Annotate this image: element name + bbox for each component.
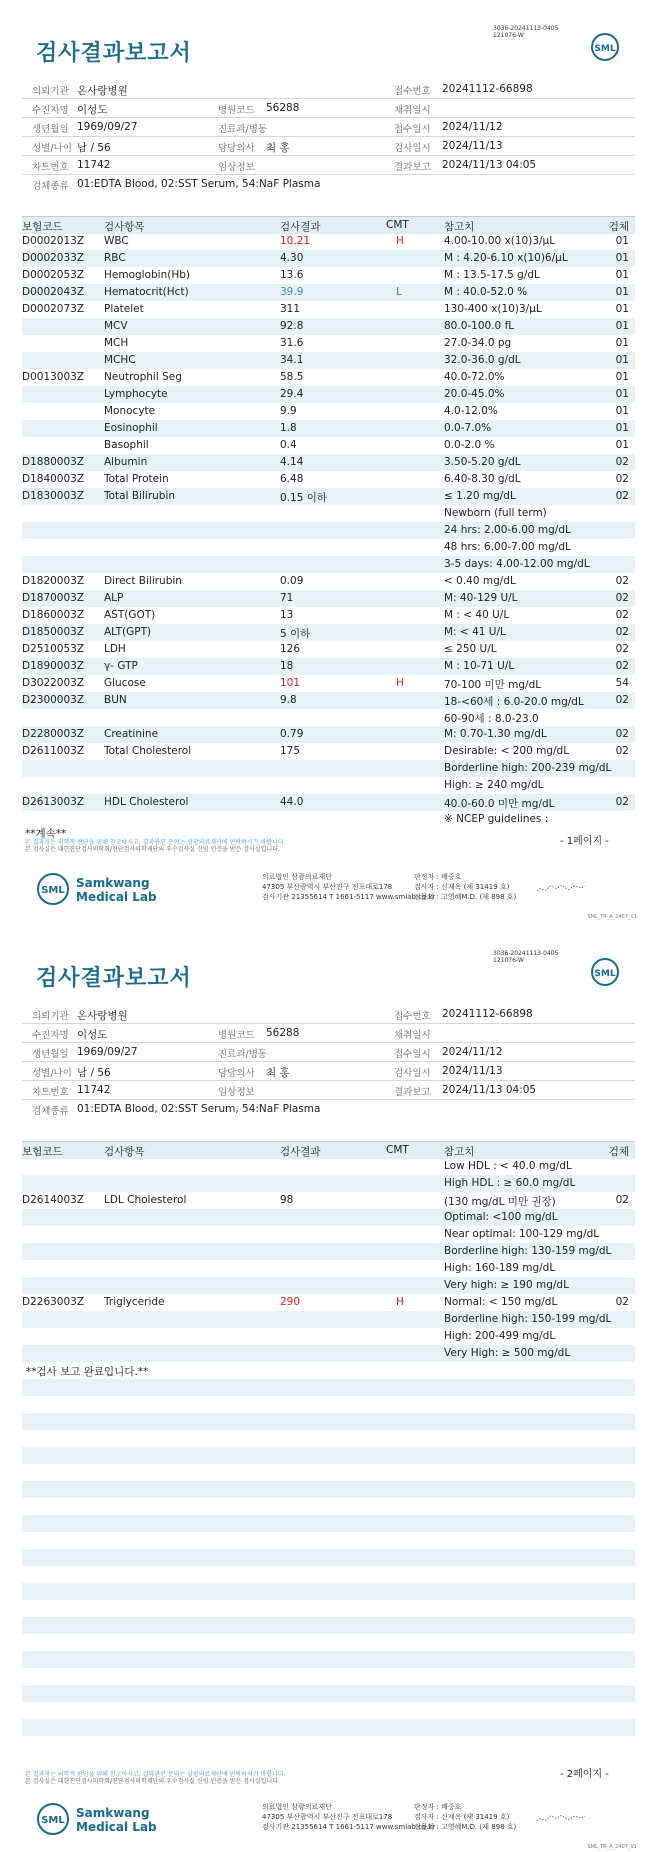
test-result: 175 xyxy=(280,745,301,757)
reference-range: M : 13.5-17.5 g/dL xyxy=(444,269,540,281)
table-row xyxy=(22,590,635,607)
insurance-code: D1850003Z xyxy=(22,626,85,638)
empty-row xyxy=(22,1583,635,1600)
table-row xyxy=(22,539,635,556)
table-row xyxy=(22,624,635,641)
specimen-code: 01 xyxy=(615,252,629,264)
empty-row xyxy=(22,1600,635,1617)
results-table-header: 보험코드 검사항목 검사결과 CMT 참고치 검체 xyxy=(22,1141,635,1159)
hospital-code: 56288 xyxy=(266,1027,300,1039)
test-name: Triglyceride xyxy=(104,1296,165,1308)
reference-range: Borderline high: 130-159 mg/dL xyxy=(444,1245,612,1257)
document-number: 3036-20241113-0405 121076-W xyxy=(493,25,559,39)
report-page-1 xyxy=(0,0,655,925)
test-name: LDH xyxy=(104,643,126,655)
report-date: 2024/11/13 04:05 xyxy=(442,1084,537,1096)
table-row xyxy=(22,318,635,335)
reference-range: M: 40-129 U/L xyxy=(444,592,518,604)
empty-row xyxy=(22,1651,635,1668)
reference-range: 27.0-34.0 pg xyxy=(444,337,512,349)
reference-range: High: 160-189 mg/dL xyxy=(444,1262,556,1274)
empty-row xyxy=(22,1719,635,1736)
insurance-code: D1830003Z xyxy=(22,490,85,502)
report-complete-note: **검사 보고 완료입니다.** xyxy=(26,1366,149,1378)
receipt-date: 2024/11/12 xyxy=(442,121,503,133)
table-row xyxy=(22,488,635,505)
sml-logo-icon xyxy=(590,957,620,987)
table-row xyxy=(22,726,635,743)
test-result: 0.79 xyxy=(280,728,304,740)
results-table-body xyxy=(22,233,635,828)
reference-range: M: < 41 U/L xyxy=(444,626,506,638)
test-result: 290 xyxy=(280,1296,301,1308)
table-row xyxy=(22,335,635,352)
insurance-code: D1840003Z xyxy=(22,473,85,485)
table-row xyxy=(22,573,635,590)
hospital-name: 온사랑병원 xyxy=(77,85,128,97)
specimen-code: 01 xyxy=(615,235,629,247)
specimen-code: 01 xyxy=(615,337,629,349)
reference-range: 130-400 x(10)3/μL xyxy=(444,303,542,315)
reference-range: Desirable: < 200 mg/dL xyxy=(444,745,570,757)
test-date: 2024/11/13 xyxy=(442,1065,503,1077)
empty-row xyxy=(22,1464,635,1481)
reference-range: M : 40.0-52.0 % xyxy=(444,286,528,298)
footer-address: 의료법인 삼광의료재단 47305 부산광역시 부산진구 전포대로178 검사기관 21355614 T 1661-5117 www.smlab.co.kr xyxy=(262,1803,436,1831)
birth-date: 1969/09/27 xyxy=(77,1046,138,1058)
table-row xyxy=(22,760,635,777)
test-name: RBC xyxy=(104,252,126,264)
insurance-code: D1880003Z xyxy=(22,456,85,468)
sml-logo-icon xyxy=(36,1802,70,1836)
report-footer xyxy=(0,1792,655,1852)
table-row xyxy=(22,454,635,471)
reference-range: 24 hrs: 2.00-6.00 mg/dL xyxy=(444,524,571,536)
table-row xyxy=(22,284,635,301)
test-result: 34.1 xyxy=(280,354,304,366)
test-result: 71 xyxy=(280,592,294,604)
test-name: BUN xyxy=(104,694,127,706)
reference-range: High: ≥ 240 mg/dL xyxy=(444,779,544,791)
empty-row xyxy=(22,1413,635,1430)
test-result: 58.5 xyxy=(280,371,304,383)
table-row xyxy=(22,250,635,267)
insurance-code: D0002033Z xyxy=(22,252,85,264)
report-date: 2024/11/13 04:05 xyxy=(442,159,537,171)
insurance-code: D2300003Z xyxy=(22,694,85,706)
table-row xyxy=(22,1192,635,1209)
birth-date: 1969/09/27 xyxy=(77,121,138,133)
brand-name: Samkwang Medical Lab xyxy=(76,876,157,904)
result-flag: L xyxy=(396,286,402,298)
reference-range: 18-<60세 : 6.0-20.0 mg/dL xyxy=(444,696,584,708)
test-name: ALP xyxy=(104,592,124,604)
reference-range: High HDL : ≥ 60.0 mg/dL xyxy=(444,1177,576,1189)
reference-range: 6.40-8.30 g/dL xyxy=(444,473,521,485)
reference-range: 20.0-45.0% xyxy=(444,388,505,400)
insurance-code: D0002073Z xyxy=(22,303,85,315)
empty-row xyxy=(22,1549,635,1566)
empty-row xyxy=(22,1515,635,1532)
empty-row xyxy=(22,1430,635,1447)
insurance-code: D0013003Z xyxy=(22,371,85,383)
test-result: 18 xyxy=(280,660,294,672)
test-name: LDL Cholesterol xyxy=(104,1194,187,1206)
test-result: 4.14 xyxy=(280,456,304,468)
svg-text:SML: SML xyxy=(594,969,616,979)
page-number: - 1페이지 - xyxy=(560,836,609,847)
doctor-name: 최 홍 xyxy=(266,1067,290,1079)
table-row xyxy=(22,1175,635,1192)
empty-row xyxy=(22,1566,635,1583)
table-row xyxy=(22,743,635,760)
test-result: 4.30 xyxy=(280,252,304,264)
specimen-code: 02 xyxy=(615,643,629,655)
test-name: Neutrophil Seg xyxy=(104,371,182,383)
reference-range: M : 4.20-6.10 x(10)6/μL xyxy=(444,252,568,264)
test-date: 2024/11/13 xyxy=(442,140,503,152)
test-name: Creatinine xyxy=(104,728,159,740)
specimen-code: 01 xyxy=(615,371,629,383)
receipt-number: 20241112-66898 xyxy=(442,1008,533,1020)
reference-range: 80.0-100.0 fL xyxy=(444,320,515,332)
page-number: - 2페이지 - xyxy=(560,1769,609,1780)
empty-row xyxy=(22,1634,635,1651)
table-row xyxy=(22,1243,635,1260)
specimen-code: 02 xyxy=(615,490,629,502)
empty-row xyxy=(22,1702,635,1719)
specimen-code: 02 xyxy=(615,592,629,604)
continued-note: **계속** xyxy=(25,828,67,840)
specimen-code: 02 xyxy=(615,728,629,740)
test-result: 13 xyxy=(280,609,294,621)
insurance-code: D1820003Z xyxy=(22,575,85,587)
report-page-2 xyxy=(0,925,655,1850)
table-row xyxy=(22,1345,635,1362)
reference-range: M : < 40 U/L xyxy=(444,609,510,621)
empty-row xyxy=(22,1736,635,1753)
sex-age: 남 / 56 xyxy=(77,1067,111,1079)
reference-range: 4.00-10.00 x(10)3/μL xyxy=(444,235,556,247)
table-row xyxy=(22,1311,635,1328)
table-row xyxy=(22,369,635,386)
footer-signatures: 판정자 : 배중호 검사자 : 신재옥 (제 31419 호) 전문의 : 고영혜M.D. (제 898 호) xyxy=(414,1803,517,1831)
table-row xyxy=(22,607,635,624)
reference-range: 70-100 미만 mg/dL xyxy=(444,679,542,691)
test-result: 5 이하 xyxy=(280,628,311,640)
reference-range: Normal: < 150 mg/dL xyxy=(444,1296,558,1308)
result-flag: H xyxy=(396,235,404,247)
form-code: SML_TR_A_2407_V1 xyxy=(587,914,637,920)
footer-signatures: 판정자 : 배중호 검사자 : 신재옥 (제 31419 호) 전문의 : 고영혜M.D. (제 898 호) xyxy=(414,873,517,901)
test-result: 44.0 xyxy=(280,796,304,808)
report-footer xyxy=(0,862,655,922)
reference-range: Borderline high: 200-239 mg/dL xyxy=(444,762,612,774)
table-row xyxy=(22,692,635,709)
table-row xyxy=(22,403,635,420)
results-table-header: 보험코드 검사항목 검사결과 CMT 참고치 검체 xyxy=(22,216,635,234)
receipt-number: 20241112-66898 xyxy=(442,83,533,95)
test-result: 92.8 xyxy=(280,320,304,332)
empty-row xyxy=(22,1362,635,1379)
table-row xyxy=(22,505,635,522)
specimen-code: 02 xyxy=(615,575,629,587)
patient-info-block: 의뢰기관 온사랑병원 접수번호 20241112-66898 수진자명 이성도 병원코드 56288 채취일시 생년월일 1969/09/27 진료과/병동 접수일시 2024/11/12 성별/나이 남 / 56 담당의사 최 홍 검사일시 2024/11/13 차트번호 11742 임상정보 결과보고 2024/11/13 04:05 검체종류 01:EDTA Blood, 02:SST Serum, 54:NaF Plasma xyxy=(22,80,635,193)
table-row xyxy=(22,1277,635,1294)
table-row xyxy=(22,556,635,573)
empty-row xyxy=(22,1617,635,1634)
test-result: 29.4 xyxy=(280,388,304,400)
reference-range: M: 0.70-1.30 mg/dL xyxy=(444,728,547,740)
test-result: 9.8 xyxy=(280,694,297,706)
svg-text:SML: SML xyxy=(594,44,616,54)
reference-range: Very high: ≥ 190 mg/dL xyxy=(444,1279,569,1291)
reference-range: ≤ 250 U/L xyxy=(444,643,497,655)
svg-text:SML: SML xyxy=(41,1815,65,1826)
specimen-code: 02 xyxy=(615,1194,629,1206)
hospital-name: 온사랑병원 xyxy=(77,1010,128,1022)
table-row xyxy=(22,267,635,284)
test-name: Eosinophil xyxy=(104,422,158,434)
reference-range: Optimal: <100 mg/dL xyxy=(444,1211,558,1223)
reference-range: 40.0-60.0 미만 mg/dL xyxy=(444,798,555,810)
test-result: 10.21 xyxy=(280,235,311,247)
reference-range: 60-90세 : 8.0-23.0 xyxy=(444,713,539,725)
results-table-body xyxy=(22,1158,635,1753)
specimen-code: 02 xyxy=(615,473,629,485)
specimen-code: 02 xyxy=(615,456,629,468)
specimen-code: 02 xyxy=(615,1296,629,1308)
table-row xyxy=(22,777,635,794)
specimen-code: 02 xyxy=(615,745,629,757)
test-name: MCV xyxy=(104,320,128,332)
reference-range: Near optimal: 100-129 mg/dL xyxy=(444,1228,600,1240)
test-name: MCH xyxy=(104,337,129,349)
sml-logo-icon xyxy=(590,32,620,62)
table-row xyxy=(22,233,635,250)
report-title: 검사결과보고서 xyxy=(36,966,192,991)
insurance-code: D2263003Z xyxy=(22,1296,85,1308)
test-result: 0.09 xyxy=(280,575,304,587)
reference-range: < 0.40 mg/dL xyxy=(444,575,516,587)
test-name: ALT(GPT) xyxy=(104,626,152,638)
specimen-code: 01 xyxy=(615,388,629,400)
table-row xyxy=(22,709,635,726)
test-result: 0.4 xyxy=(280,439,297,451)
empty-row xyxy=(22,1447,635,1464)
insurance-code: D0002043Z xyxy=(22,286,85,298)
reference-range: ※ NCEP guidelines : xyxy=(444,813,549,825)
sex-age: 남 / 56 xyxy=(77,142,111,154)
test-name: Hemoglobin(Hb) xyxy=(104,269,191,281)
table-row xyxy=(22,658,635,675)
reference-range: 48 hrs: 6.00-7.00 mg/dL xyxy=(444,541,571,553)
receipt-date: 2024/11/12 xyxy=(442,1046,503,1058)
hospital-code: 56288 xyxy=(266,102,300,114)
empty-row xyxy=(22,1396,635,1413)
reference-range: 4.0-12.0% xyxy=(444,405,498,417)
empty-row xyxy=(22,1481,635,1498)
test-result: 31.6 xyxy=(280,337,304,349)
specimen-code: 02 xyxy=(615,609,629,621)
doctor-name: 최 홍 xyxy=(266,142,290,154)
insurance-code: D2280003Z xyxy=(22,728,85,740)
table-row xyxy=(22,1260,635,1277)
table-row xyxy=(22,1328,635,1345)
test-name: MCHC xyxy=(104,354,136,366)
test-result: 0.15 이하 xyxy=(280,492,328,504)
specimen-code: 01 xyxy=(615,439,629,451)
signature-icon xyxy=(535,882,587,896)
table-row xyxy=(22,301,635,318)
specimen-code: 02 xyxy=(615,694,629,706)
specimen-code: 02 xyxy=(615,626,629,638)
reference-range: 40.0-72.0% xyxy=(444,371,505,383)
test-name: AST(GOT) xyxy=(104,609,156,621)
empty-row xyxy=(22,1532,635,1549)
table-row xyxy=(22,675,635,692)
insurance-code: D2614003Z xyxy=(22,1194,85,1206)
reference-range: 3.50-5.20 g/dL xyxy=(444,456,521,468)
reference-range: 3-5 days: 4.00-12.00 mg/dL xyxy=(444,558,590,570)
chart-number: 11742 xyxy=(77,1084,111,1096)
test-name: Total Bilirubin xyxy=(104,490,176,502)
reference-range: 0.0-7.0% xyxy=(444,422,492,434)
empty-row xyxy=(22,1685,635,1702)
insurance-code: D1890003Z xyxy=(22,660,85,672)
test-result: 311 xyxy=(280,303,301,315)
empty-row xyxy=(22,1668,635,1685)
document-number: 3036-20241113-0405 121076-W xyxy=(493,950,559,964)
table-row xyxy=(22,811,635,828)
insurance-code: D0002013Z xyxy=(22,235,85,247)
reference-range: 32.0-36.0 g/dL xyxy=(444,354,521,366)
test-name: Glucose xyxy=(104,677,146,689)
test-name: WBC xyxy=(104,235,129,247)
test-result: 126 xyxy=(280,643,301,655)
test-name: Hematocrit(Hct) xyxy=(104,286,189,298)
table-row xyxy=(22,352,635,369)
test-name: Lymphocyte xyxy=(104,388,168,400)
chart-number: 11742 xyxy=(77,159,111,171)
test-name: Albumin xyxy=(104,456,148,468)
test-result: 98 xyxy=(280,1194,294,1206)
test-result: 101 xyxy=(280,677,301,689)
signature-icon xyxy=(535,1812,587,1826)
table-row xyxy=(22,1158,635,1175)
specimen-code: 01 xyxy=(615,320,629,332)
table-row xyxy=(22,522,635,539)
test-name: Monocyte xyxy=(104,405,156,417)
patient-name: 이성도 xyxy=(77,104,108,116)
test-name: Total Protein xyxy=(104,473,169,485)
reference-range: M : 10-71 U/L xyxy=(444,660,515,672)
reference-range: (130 mg/dL 미만 권장) xyxy=(444,1196,556,1208)
test-result: 13.6 xyxy=(280,269,304,281)
sml-logo-icon xyxy=(36,872,70,906)
table-row xyxy=(22,420,635,437)
specimen-code: 01 xyxy=(615,303,629,315)
disclaimer: 본 결과지는 의학적 판단을 위해 참고하시고, 결과관련 문의는 삼광의료재단에 연락하시기 바랍니다. 본 검사실은 대한진단검사의학회/진단검사의학재단의 우수검사실 신임 인증을 받은 검사실입니다. xyxy=(25,839,286,853)
insurance-code: D1860003Z xyxy=(22,609,85,621)
test-name: γ- GTP xyxy=(104,660,138,672)
test-name: Direct Bilirubin xyxy=(104,575,182,587)
reference-range: Borderline high: 150-199 mg/dL xyxy=(444,1313,612,1325)
empty-row xyxy=(22,1498,635,1515)
svg-text:SML: SML xyxy=(41,885,65,896)
result-flag: H xyxy=(396,1296,404,1308)
table-row xyxy=(22,386,635,403)
specimen-code: 02 xyxy=(615,796,629,808)
table-row xyxy=(22,437,635,454)
specimen-code: 01 xyxy=(615,286,629,298)
insurance-code: D3022003Z xyxy=(22,677,85,689)
specimen-types: 01:EDTA Blood, 02:SST Serum, 54:NaF Plasma xyxy=(77,178,321,190)
specimen-code: 01 xyxy=(615,405,629,417)
test-result: 39.9 xyxy=(280,286,304,298)
reference-range: Very High: ≥ 500 mg/dL xyxy=(444,1347,571,1359)
test-result: 6.48 xyxy=(280,473,304,485)
specimen-types: 01:EDTA Blood, 02:SST Serum, 54:NaF Plasma xyxy=(77,1103,321,1115)
table-row xyxy=(22,1226,635,1243)
insurance-code: D2613003Z xyxy=(22,796,85,808)
insurance-code: D2510053Z xyxy=(22,643,85,655)
specimen-code: 01 xyxy=(615,269,629,281)
specimen-code: 01 xyxy=(615,354,629,366)
table-row xyxy=(22,1209,635,1226)
footer-address: 의료법인 삼광의료재단 47305 부산광역시 부산진구 전포대로178 검사기관 21355614 T 1661-5117 www.smlab.co.kr xyxy=(262,873,436,901)
test-name: HDL Cholesterol xyxy=(104,796,189,808)
brand-name: Samkwang Medical Lab xyxy=(76,1806,157,1834)
test-result: 9.9 xyxy=(280,405,297,417)
reference-range: Low HDL : < 40.0 mg/dL xyxy=(444,1160,572,1172)
test-result: 1.8 xyxy=(280,422,297,434)
specimen-code: 54 xyxy=(615,677,629,689)
reference-range: ≤ 1.20 mg/dL xyxy=(444,490,516,502)
table-row xyxy=(22,1294,635,1311)
result-flag: H xyxy=(396,677,404,689)
patient-info-block: 의뢰기관 온사랑병원 접수번호 20241112-66898 수진자명 이성도 병원코드 56288 채취일시 생년월일 1969/09/27 진료과/병동 접수일시 2024/11/12 성별/나이 남 / 56 담당의사 최 홍 검사일시 2024/11/13 차트번호 11742 임상정보 결과보고 2024/11/13 04:05 검체종류 01:EDTA Blood, 02:SST Serum, 54:NaF Plasma xyxy=(22,1005,635,1118)
report-title: 검사결과보고서 xyxy=(36,41,192,66)
form-code: SML_TR_A_2407_V1 xyxy=(587,1844,637,1850)
empty-row xyxy=(22,1379,635,1396)
table-row xyxy=(22,471,635,488)
disclaimer: 본 결과지는 의학적 판단을 위해 참고하시고, 결과관련 문의는 삼광의료재단에 연락하시기 바랍니다. 본 검사실은 대한진단검사의학회/진단검사의학재단의 우수검사실 신임 인증을 받은 검사실입니다. xyxy=(25,1771,286,1785)
table-row xyxy=(22,641,635,658)
test-name: Platelet xyxy=(104,303,144,315)
patient-name: 이성도 xyxy=(77,1029,108,1041)
insurance-code: D0002053Z xyxy=(22,269,85,281)
reference-range: Newborn (full term) xyxy=(444,507,547,519)
test-name: Basophil xyxy=(104,439,149,451)
table-row xyxy=(22,794,635,811)
reference-range: High: 200-499 mg/dL xyxy=(444,1330,556,1342)
reference-range: 0.0-2.0 % xyxy=(444,439,495,451)
test-name: Total Cholesterol xyxy=(104,745,192,757)
insurance-code: D2611003Z xyxy=(22,745,85,757)
specimen-code: 01 xyxy=(615,422,629,434)
specimen-code: 02 xyxy=(615,660,629,672)
insurance-code: D1870003Z xyxy=(22,592,85,604)
